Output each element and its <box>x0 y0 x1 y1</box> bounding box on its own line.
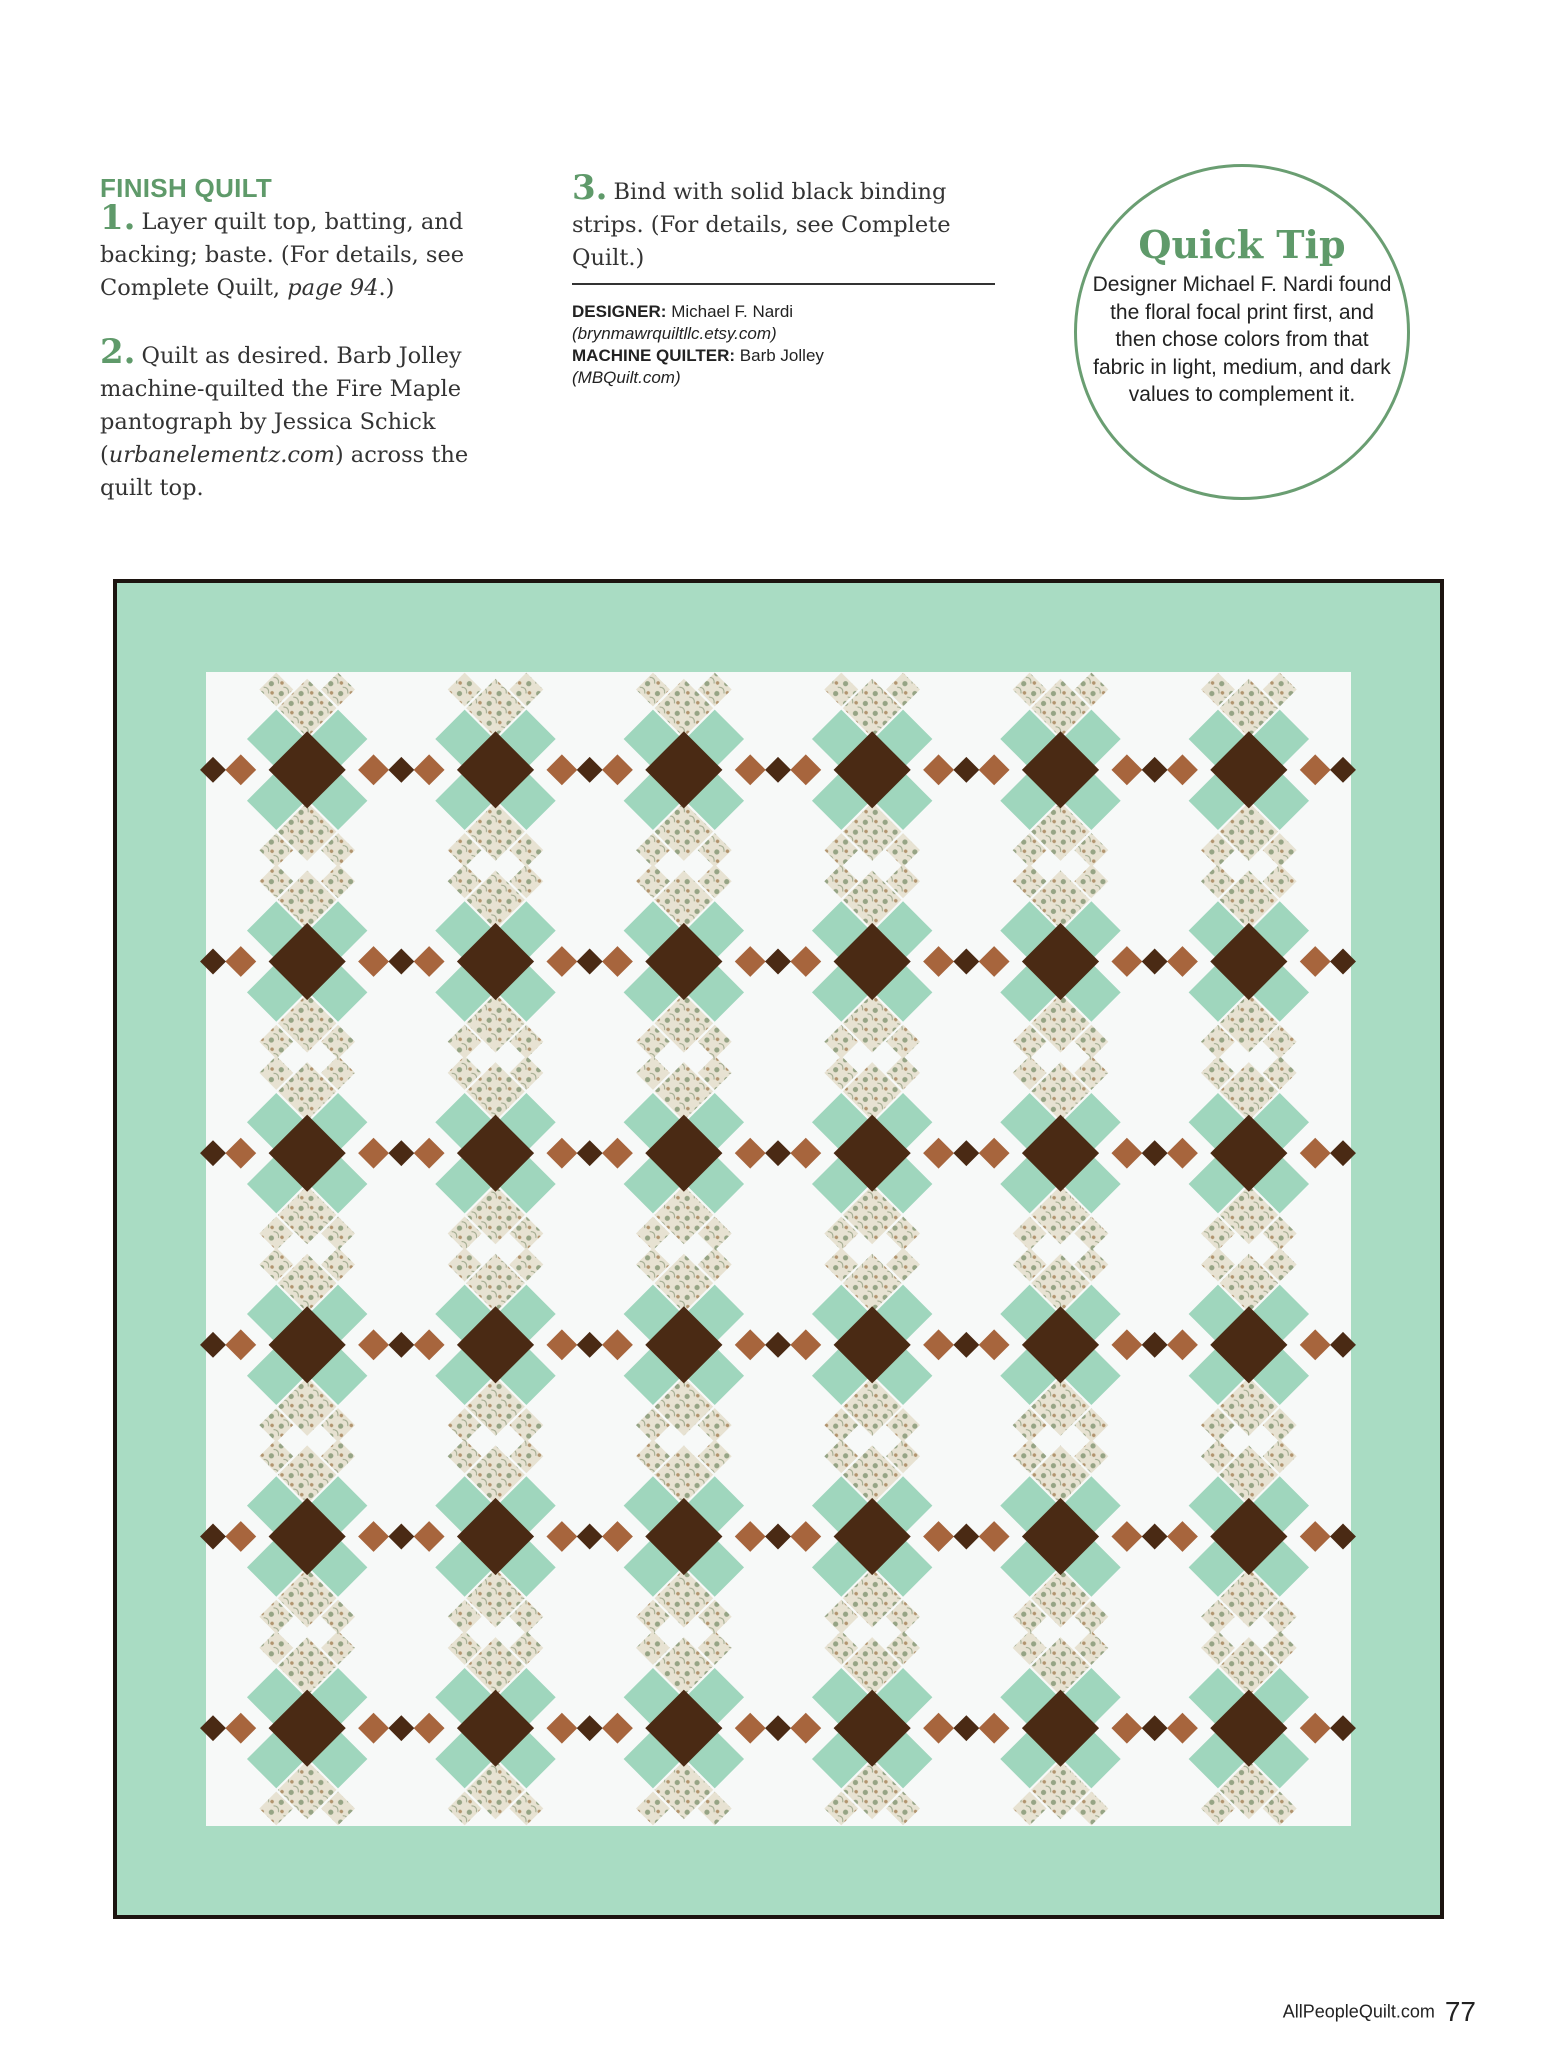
step-1-number: 1. <box>100 198 136 238</box>
step-1-text: Layer quilt top, batting, and backing; baste. (For details, see Complete Quilt, <box>100 209 465 301</box>
step-2-text-end: ) across the quilt top. <box>100 442 469 501</box>
quick-tip-circle <box>1074 164 1410 500</box>
designer-label: DESIGNER: <box>572 302 667 321</box>
designer-url-text: (brynmawrquiltllc.etsy.com) <box>572 324 777 343</box>
step-3 <box>572 168 997 275</box>
quick-tip-text: Designer Michael F. Nardi found the floral focal print first, and then chose colors from that fabric in light, medium, and dark values to complement it. <box>1092 273 1392 406</box>
designer-url <box>572 323 997 345</box>
step-2 <box>100 332 470 505</box>
step-2-text: Quilt as desired. Barb Jolley machine-quilted the Fire Maple pantograph by Jessica Schick ( <box>100 343 462 468</box>
step-1-text-end: .) <box>378 275 395 301</box>
section-heading: FINISH QUILT <box>100 173 273 203</box>
step-3-number: 3. <box>572 168 608 208</box>
designer-credit <box>572 301 997 323</box>
credits-block <box>572 301 997 389</box>
quilt-inner-field <box>206 672 1351 1826</box>
footer-site: AllPeopleQuilt.com <box>1282 2001 1435 2022</box>
step-2-number: 2. <box>100 332 136 372</box>
credits-divider <box>572 283 995 285</box>
quilter-url <box>572 367 997 389</box>
designer-name: Michael F. Nardi <box>671 302 794 321</box>
instructions-column-middle <box>572 168 997 389</box>
quilter-name: Barb Jolley <box>739 346 824 365</box>
quick-tip-title: Quick Tip <box>1138 222 1346 267</box>
quilter-url-text: (MBQuilt.com) <box>572 368 681 387</box>
quilter-credit <box>572 345 997 367</box>
page-footer <box>1283 1996 1476 2028</box>
step-1 <box>100 198 470 305</box>
quilter-label: MACHINE QUILTER: <box>572 346 736 365</box>
step-1-page-ref: page 94 <box>287 275 379 301</box>
quilt-photo <box>113 579 1444 1919</box>
page-number: 77 <box>1444 1996 1476 2027</box>
step-2-website: urbanelementz.com <box>108 442 335 468</box>
step-3-text: Bind with solid black binding strips. (For details, see Complete Quilt.) <box>572 179 951 271</box>
instructions-column-left <box>100 173 470 537</box>
